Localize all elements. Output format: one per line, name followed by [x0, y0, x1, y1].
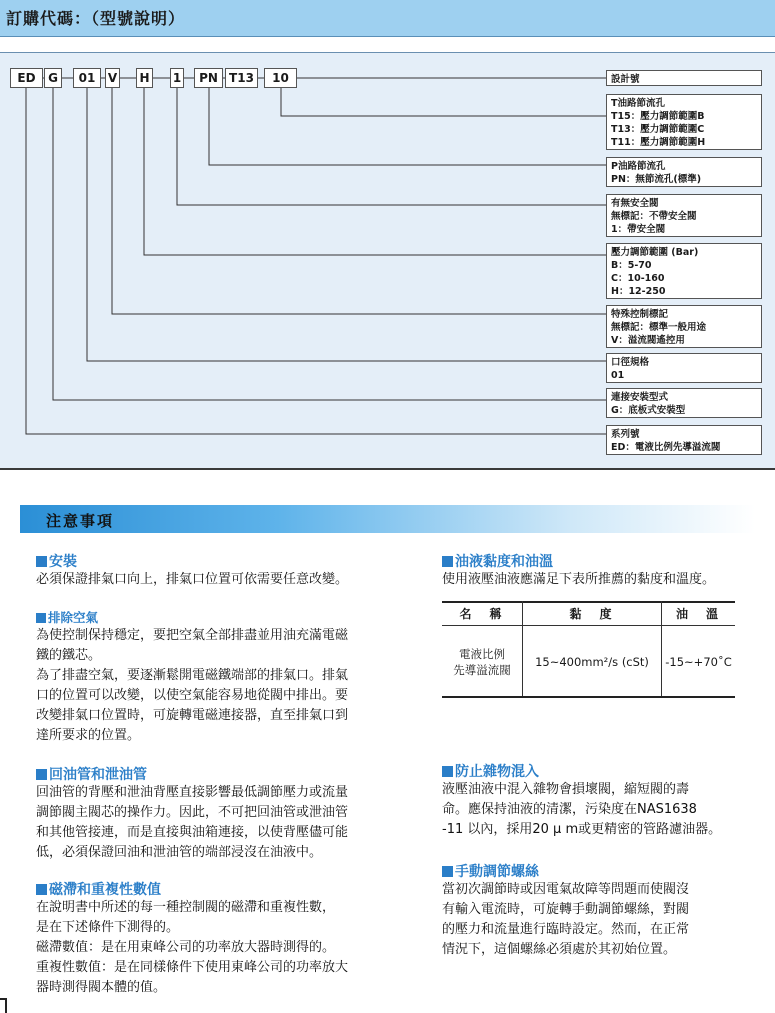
- section-contamination-heading: 防止雜物混入: [442, 761, 539, 781]
- section-manual-body: 當初次調節時或因電氣故障等問題而使閥沒 有輸入電流時，可旋轉手動調節螺絲，對閥 的壓力和流量進行臨時設定。然而，在正常 情況下，這個螺絲必須處於其初始位置。: [442, 882, 690, 957]
- section-viscosity-heading: 油液黏度和油溫: [442, 551, 553, 571]
- section-hysteresis-body: 在說明書中所述的每一種控制閥的磁滯和重複性數， 是在下述條件下測得的。 磁滯數值：是在用東峰公司的功率放大器時測得的。 重複性數值：是在同樣條件下使用東峰公司的功率放大 器時測得閥本體的值。: [36, 900, 349, 995]
- code-series: ED: [10, 68, 43, 88]
- code-mounting: G: [44, 68, 62, 88]
- desc-line: T15：壓力調節範圍B: [611, 111, 705, 122]
- desc-line: 特殊控制標記: [611, 309, 669, 320]
- viscosity-table: [442, 601, 735, 698]
- desc-line: 連接安裝型式: [611, 392, 669, 403]
- desc-special-control: [606, 305, 762, 348]
- desc-line: P油路節流孔: [611, 161, 666, 172]
- table-header-viscosity: 黏 度: [523, 601, 662, 626]
- desc-t-orifice: [606, 94, 762, 150]
- page-title: 訂購代碼：（型號說明）: [6, 9, 186, 28]
- square-bullet-icon: [36, 769, 47, 780]
- desc-mounting: [606, 388, 762, 418]
- code-safety-valve: 1: [170, 68, 184, 88]
- square-bullet-icon: [442, 866, 453, 877]
- square-bullet-icon: [36, 884, 47, 895]
- desc-line: 01: [611, 370, 625, 381]
- desc-line: 壓力調節範圍 (Bar): [611, 247, 699, 258]
- desc-line: H：12-250: [611, 286, 666, 297]
- square-bullet-icon: [36, 613, 46, 623]
- desc-line: 1：帶安全閥: [611, 224, 666, 235]
- table-header-name: 名 稱: [442, 601, 523, 626]
- desc-line: C：10-160: [611, 273, 665, 284]
- table-cell-name: 電液比例 先導溢流閥: [453, 647, 511, 677]
- table-header-temperature: 油 溫: [662, 601, 736, 626]
- section-hysteresis-heading: 磁滯和重複性數值: [36, 879, 161, 899]
- desc-series: [606, 425, 762, 455]
- desc-line: G：底板式安裝型: [611, 405, 686, 416]
- section-air-heading: 排除空氣: [36, 608, 98, 626]
- desc-safety-valve: [606, 194, 762, 237]
- desc-line: B：5-70: [611, 260, 652, 271]
- notes-title: 注意事項: [46, 512, 115, 530]
- table-row: [442, 626, 735, 699]
- notes-header-band: [20, 505, 755, 533]
- desc-line: 設計號: [611, 74, 640, 85]
- desc-line: T11：壓力調節範圍H: [611, 137, 706, 148]
- table-cell-temperature: -15~+70˚C: [662, 626, 736, 699]
- square-bullet-icon: [36, 556, 47, 567]
- desc-line: ED：電液比例先導溢流閥: [611, 442, 721, 453]
- page-corner-mark: [0, 998, 7, 1013]
- desc-line: 無標記：標準一般用途: [611, 322, 707, 333]
- section-install-heading: 安裝: [36, 551, 77, 571]
- desc-line: T13：壓力調節範圍C: [611, 124, 705, 135]
- desc-line: 系列號: [611, 429, 640, 440]
- desc-line: 無標記：不帶安全閥: [611, 211, 697, 222]
- code-p-orifice: PN: [194, 68, 223, 88]
- square-bullet-icon: [442, 556, 453, 567]
- desc-line: PN：無節流孔(標準): [611, 174, 702, 185]
- desc-line: 口徑規格: [611, 357, 650, 368]
- desc-line: 有無安全閥: [611, 198, 659, 209]
- section-return-heading: 回油管和泄油管: [36, 764, 147, 784]
- section-viscosity-body: 使用液壓油液應滿足下表所推薦的黏度和溫度。: [442, 572, 716, 587]
- desc-pressure-range: [606, 243, 762, 299]
- desc-design-number: [606, 70, 762, 86]
- desc-p-orifice: [606, 157, 762, 187]
- code-design-number: 10: [264, 68, 297, 88]
- section-install-body: 必須保證排氣口向上，排氣口位置可依需要任意改變。: [36, 572, 349, 587]
- table-rule-bottom: [442, 696, 735, 698]
- code-pressure-range: H: [136, 68, 153, 88]
- table-header-row: [442, 601, 735, 626]
- desc-line: V：溢流閥遙控用: [611, 335, 685, 346]
- section-air-body: 為使控制保持穩定，要把空氣全部排盡並用油充滿電磁 鐵的鐵芯。 為了排盡空氣，要逐漸鬆開電磁鐵端部的排氣口。排氣 口的位置可以改變，以使空氣能容易地從閥中排出。要 改變排氣口位置時，可旋轉電磁連接器，直至排氣口到 達所要求的位置。: [36, 628, 349, 743]
- square-bullet-icon: [442, 766, 453, 777]
- section-manual-heading: 手動調節螺絲: [442, 861, 539, 881]
- table-cell-viscosity: 15~400mm²/s (cSt): [523, 626, 662, 699]
- desc-size: [606, 353, 762, 383]
- desc-line: T油路節流孔: [611, 98, 665, 109]
- code-size: 01: [73, 68, 101, 88]
- code-t-orifice: T13: [225, 68, 258, 88]
- section-contamination-body: 液壓油液中混入雜物會損壞閥，縮短閥的壽 命。應保持油液的清潔，污染度在NAS1638 -11 以內，採用20 μ m或更精密的管路濾油器。: [442, 782, 722, 837]
- code-special-control: V: [105, 68, 120, 88]
- section-return-body: 回油管的背壓和泄油背壓直接影響最低調節壓力或流量 調節閥主閥芯的操作力。因此，不可把回油管或泄油管 和其他管接連，而是直接與油箱連接，以使背壓儘可能 低，必須保證回油和泄油管的端部浸沒在油液中。: [36, 785, 349, 860]
